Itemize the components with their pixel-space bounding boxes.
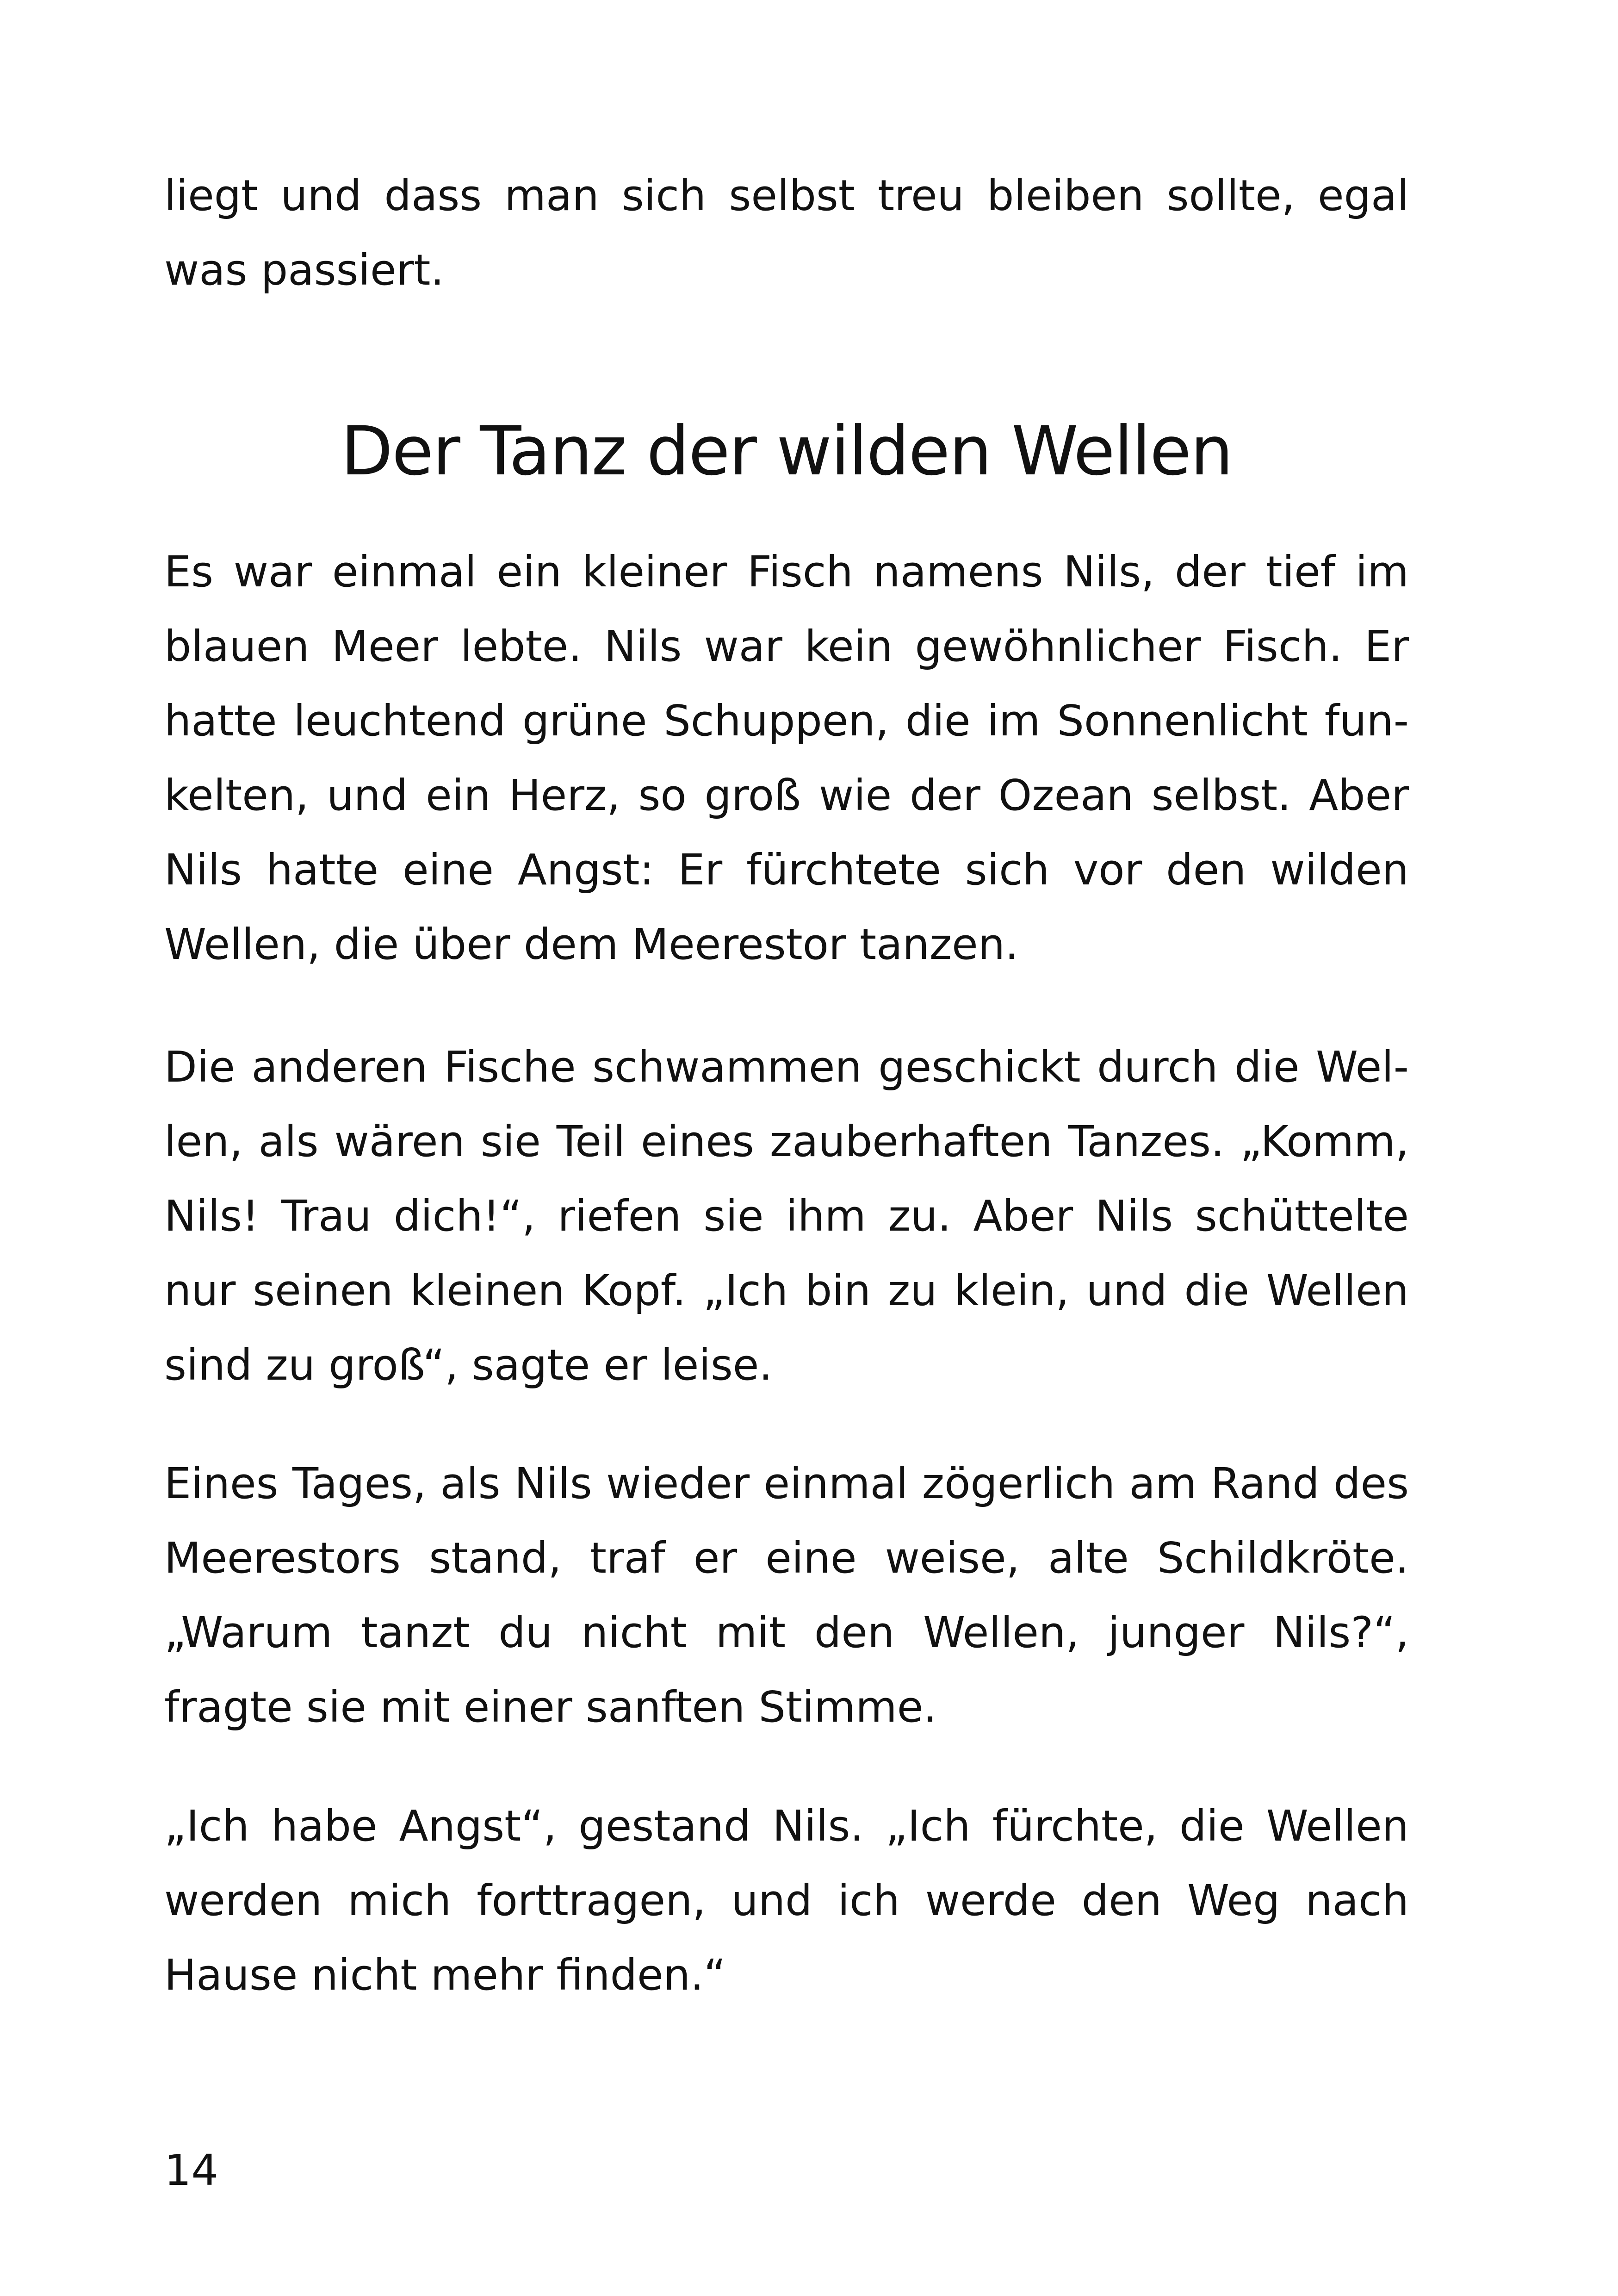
paragraph-turtle: Eines Tages, als Nils wieder einmal zögerlich am Rand des Meerestors stand, traf er eine weise, alte Schildkröte. „Warum tanzt du nicht mit den Wellen, junger Nils?“, fragte sie mit einer sanften Stimme. <box>164 1459 1409 1732</box>
paragraph-nils-fear: „Ich habe Angst“, gestand Nils. „Ich fürchte, die Wellen werden mich forttragen, und ich werde den Weg nach Hause nicht mehr finden.“ <box>164 1801 1409 2000</box>
paragraph-nils-intro: Es war einmal ein kleiner Fisch namens Nils, der tief im blauen Meer lebte. Nils war kein gewöhnlicher Fisch. Er hatte leuchtend grüne Schuppen, die im Sonnenlicht funkelten, und ein Herz, so groß wie der Ozean selbst. Aber Nils hatte eine Angst: Er fürchtete sich vor den wilden Wellen, die über dem Meerestor tanzen. <box>164 547 1409 969</box>
paragraph-continuation: liegt und dass man sich selbst treu bleiben sollte, egal was passiert. <box>164 171 1409 295</box>
paragraph-other-fish: Die anderen Fische schwammen geschickt durch die Wellen, als wären sie Teil eines zauberhaften Tanzes. „Komm, Nils! Trau dich!“, riefen sie ihm zu. Aber Nils schüttelte nur seinen kleinen Kopf. „Ich bin zu klein, und die Wellen sind zu groß“, sagte er leise. <box>164 1042 1409 1390</box>
chapter-title: Der Tanz der wilden Wellen <box>341 412 1233 491</box>
page-number: 14 <box>164 2146 219 2195</box>
